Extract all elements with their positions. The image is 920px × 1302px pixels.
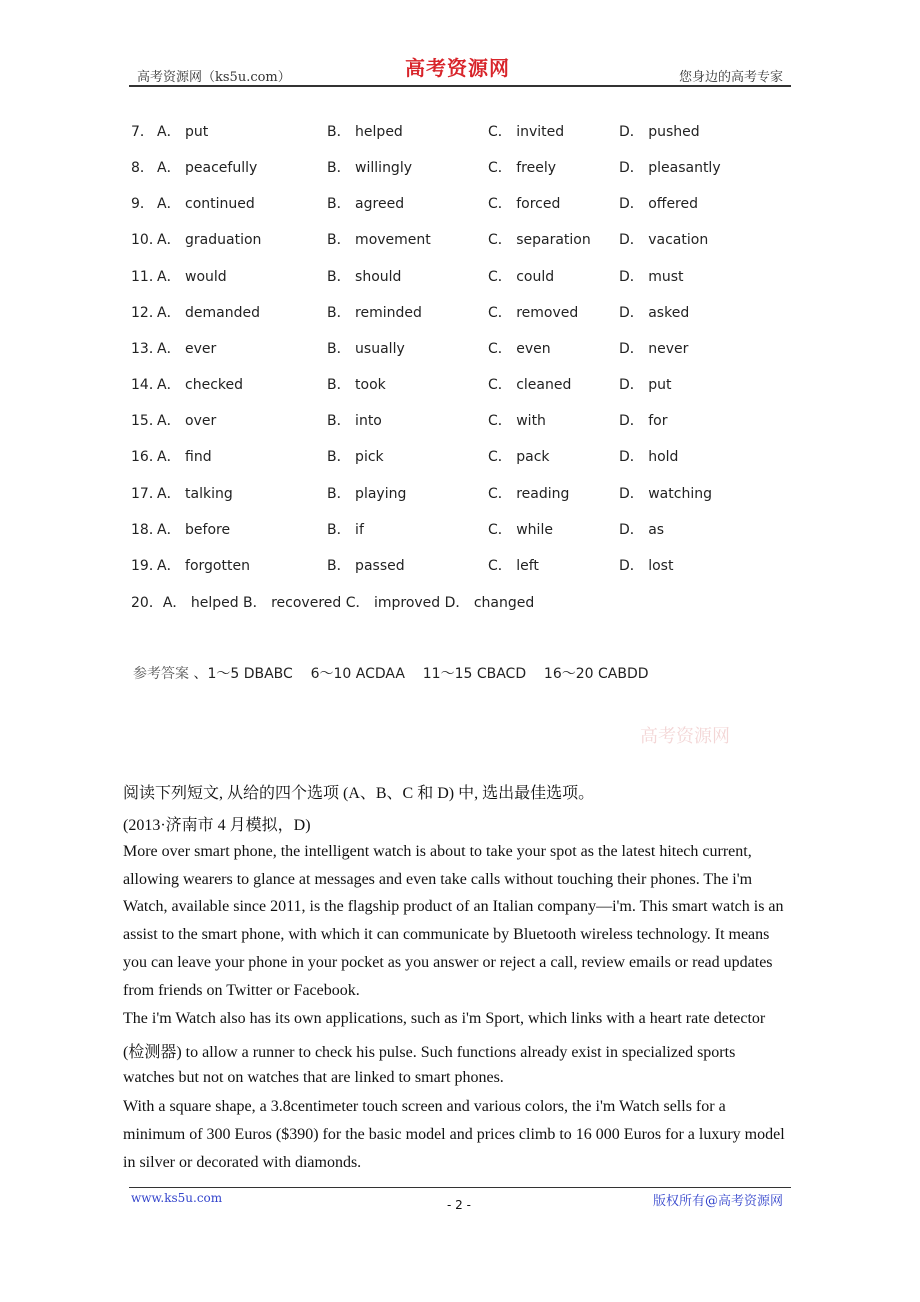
question-number: 11．	[131, 268, 163, 285]
option-a: A． before	[157, 521, 231, 538]
question-number: 9．	[131, 196, 154, 213]
option-c: C． reading	[488, 485, 570, 502]
question-number: 19．	[131, 557, 163, 574]
option-a: A． peacefully	[157, 160, 258, 177]
option-c: C． even	[488, 340, 551, 357]
option-c: C． pack	[488, 449, 550, 466]
footer-link[interactable]: www.ks5u.com	[131, 1191, 223, 1205]
answer-text: 、1～5 DBABC 6～10 ACDAA 11～15 CBACD 16～20 CABDD	[189, 666, 649, 682]
option-c: C． freely	[488, 160, 557, 177]
option-a: A． checked	[157, 377, 244, 394]
option-b: B． should	[327, 268, 402, 285]
instruction: 阅读下列短文, 从给的四个选项 (A、B、C 和 D) 中, 选出最佳选项。	[123, 785, 595, 802]
option-a: A． talking	[157, 485, 233, 502]
question-number: 15．	[131, 413, 163, 430]
header-right: 您身边的高考专家	[678, 70, 783, 85]
question-number: 18．	[131, 521, 163, 538]
option-c: C． with	[488, 413, 546, 430]
option-c: C． while	[488, 521, 553, 538]
option-c: C． separation	[488, 232, 591, 249]
option-d: D． watching	[619, 485, 712, 502]
option-a: A． graduation	[157, 232, 262, 249]
option-b: B． if	[327, 521, 364, 538]
option-d: D． vacation	[619, 232, 709, 249]
passage-line: With a square shape, a 3.8centimeter touch screen and various colors, the i'm Watch sells for a	[123, 1098, 726, 1115]
answer-label: 参考答案	[133, 666, 189, 682]
site-logo: 高考资源网	[405, 56, 510, 80]
passage-line: The i'm Watch also has its own applications, such as i'm Sport, which links with a heart rate detector	[123, 1010, 766, 1027]
passage-line: Watch, available since 2011, is the flagship product of an Italian company—i'm. This smart watch is an	[123, 898, 784, 915]
option-a: A． find	[157, 449, 212, 466]
option-b: B． helped	[327, 124, 403, 140]
question-20: 20．A． helped B． recovered C． improved D． changed	[131, 595, 535, 611]
option-b: B． movement	[327, 232, 431, 249]
option-b: B． agreed	[327, 196, 405, 213]
option-a: A． demanded	[157, 304, 261, 321]
option-c: C． invited	[488, 124, 565, 140]
option-a: A． over	[157, 413, 217, 430]
option-d: D． put	[619, 377, 672, 394]
question-number: 12．	[131, 304, 163, 321]
option-c: C． left	[488, 557, 539, 574]
passage-line: (检测器) to allow a runner to check his pulse. Such functions already exist in specialized sports	[123, 1044, 736, 1061]
header-rule	[129, 85, 791, 87]
passage-line: watches but not on watches that are linked to smart phones.	[123, 1069, 504, 1086]
option-d: D． never	[619, 340, 689, 357]
passage-line: allowing wearers to glance at messages and even take calls without touching their phones. The i'm	[123, 871, 753, 888]
option-d: D． offered	[619, 196, 699, 213]
passage-line: More over smart phone, the intelligent watch is about to take your spot as the latest hitech current,	[123, 843, 752, 860]
option-d: D． asked	[619, 304, 690, 321]
option-c: C． could	[488, 268, 555, 285]
option-d: D． pleasantly	[619, 160, 721, 177]
answer-key	[133, 663, 649, 683]
option-d: D． lost	[619, 557, 674, 574]
passage-line: you can leave your phone in your pocket as you answer or reject a call, review emails or read updates	[123, 954, 773, 971]
option-d: D． for	[619, 413, 668, 430]
question-number: 16．	[131, 449, 163, 466]
watermark: 高考资源网	[640, 726, 730, 747]
option-b: B． into	[327, 413, 382, 430]
option-c: C． removed	[488, 304, 579, 321]
question-number: 7．	[131, 124, 154, 140]
option-a: A． put	[157, 124, 209, 140]
question-number: 13．	[131, 340, 163, 357]
option-a: A． would	[157, 268, 227, 285]
option-d: D． hold	[619, 449, 679, 466]
page-number: - 2 -	[447, 1198, 471, 1212]
option-c: C． forced	[488, 196, 561, 213]
option-b: B． playing	[327, 485, 407, 502]
question-number: 10．	[131, 232, 163, 249]
option-d: D． pushed	[619, 124, 700, 140]
source: (2013·济南市 4 月模拟，D)	[123, 817, 311, 834]
footer-rule	[129, 1187, 791, 1188]
option-d: D． must	[619, 268, 684, 285]
passage-line: from friends on Twitter or Facebook.	[123, 982, 360, 999]
option-b: B． passed	[327, 557, 405, 574]
passage-line: in silver or decorated with diamonds.	[123, 1154, 362, 1171]
passage-line: assist to the smart phone, with which it can communicate by Bluetooth wireless technology. It means	[123, 926, 770, 943]
option-c: C． cleaned	[488, 377, 572, 394]
option-b: B． took	[327, 377, 386, 394]
question-number: 8．	[131, 160, 154, 177]
passage-line: minimum of 300 Euros ($390) for the basic model and prices climb to 16 000 Euros for a luxury model	[123, 1126, 785, 1143]
footer-copyright: 版权所有@高考资源网	[652, 1194, 783, 1209]
question-number: 14．	[131, 377, 163, 394]
option-b: B． willingly	[327, 160, 412, 177]
option-b: B． reminded	[327, 304, 422, 321]
header-left: 高考资源网（ks5u.com）	[137, 70, 291, 85]
option-b: B． usually	[327, 340, 405, 357]
option-a: A． ever	[157, 340, 217, 357]
option-a: A． forgotten	[157, 557, 250, 574]
option-d: D． as	[619, 521, 665, 538]
option-b: B． pick	[327, 449, 384, 466]
question-number: 17．	[131, 485, 163, 502]
option-a: A． continued	[157, 196, 255, 213]
